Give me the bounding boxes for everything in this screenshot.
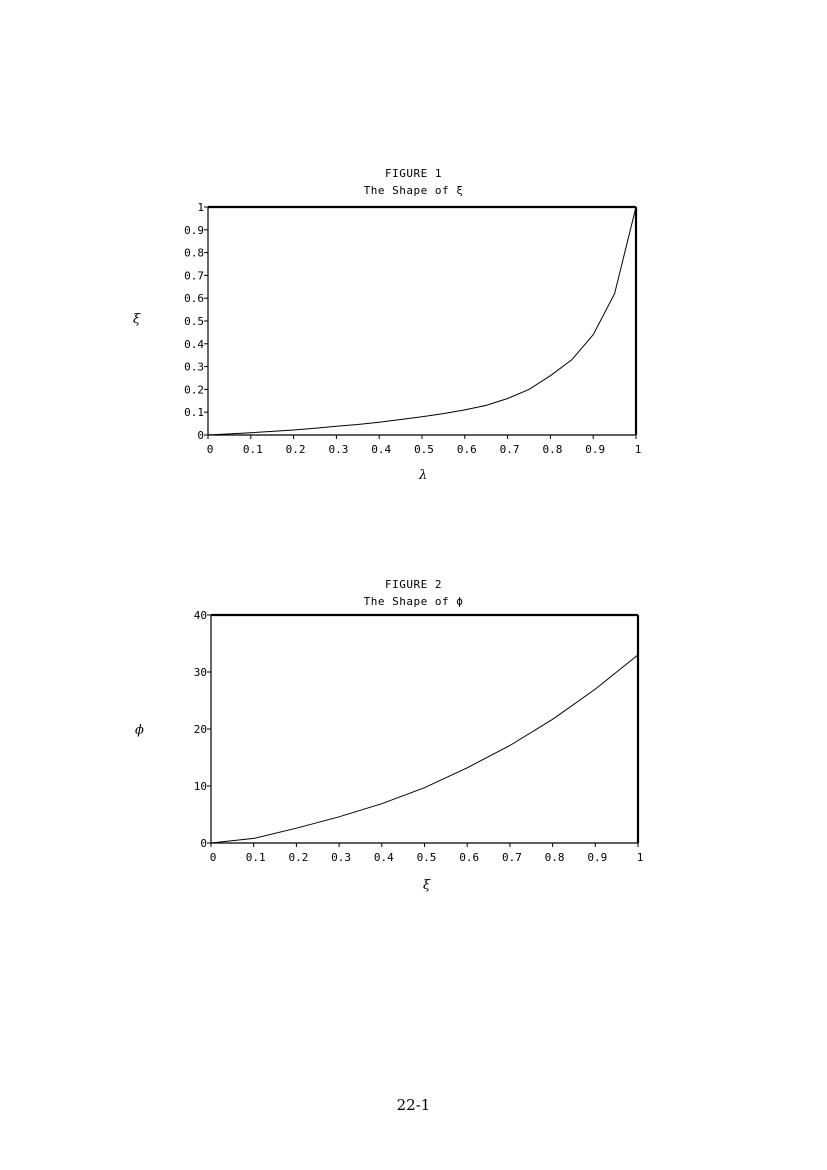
chart-1-x-tick-label: 0.8 xyxy=(544,851,565,864)
chart-1-x-tick-label: 1 xyxy=(636,851,644,864)
chart-0-y-tick-label: 0.8 xyxy=(184,246,204,260)
chart-0-x-tick-label: 0.8 xyxy=(542,443,563,456)
chart-0-y-tick-label: 0 xyxy=(197,429,204,442)
chart-1-x-tick-label: 0.9 xyxy=(587,851,608,864)
chart-0-x-tick-label: 0.5 xyxy=(414,443,434,456)
figure-1-y-axis-label: ξ xyxy=(133,312,141,327)
figure-2-x-axis-label: ξ xyxy=(423,878,431,893)
chart-0-y-tick-label: 0.4 xyxy=(184,337,204,351)
chart-0-y-tick-label: 0.9 xyxy=(184,223,204,237)
chart-1-x-tick-label: 0.1 xyxy=(245,851,266,864)
chart-0-x-tick-label: 1 xyxy=(634,443,642,456)
chart-1-x-tick-label: 0.3 xyxy=(331,851,352,864)
chart-0-x-tick-label: 0.9 xyxy=(585,443,606,456)
chart-1-y-tick-label: 10 xyxy=(193,780,207,793)
chart-0-y-tick-label: 1 xyxy=(197,201,204,214)
chart-0-y-tick-label: 0.6 xyxy=(184,292,204,306)
chart-1-y-tick-label: 20 xyxy=(193,723,207,736)
chart-0-y-tick-label: 0.7 xyxy=(184,269,204,283)
chart-1-x-tick-label: 0.2 xyxy=(288,851,309,864)
figure-2-y-axis-label: ϕ xyxy=(135,723,144,738)
chart-1-series-0-line xyxy=(211,655,638,843)
chart-0-y-tick-label: 0.5 xyxy=(184,315,204,328)
chart-1-x-tick-label: 0.6 xyxy=(459,851,480,864)
figure-2-title: The Shape of ϕ xyxy=(363,595,464,608)
figure-2-label: FIGURE 2 xyxy=(385,578,442,591)
chart-0-y-tick-label: 0.2 xyxy=(184,383,204,397)
chart-0-x-tick-label: 0.3 xyxy=(328,443,349,456)
chart-1-y-tick-label: 0 xyxy=(200,837,207,850)
chart-1-x-tick-label: 0.7 xyxy=(501,851,522,864)
figure-1-x-axis-label: λ xyxy=(419,468,428,483)
chart-0-x-tick-label: 0.6 xyxy=(456,443,477,456)
chart-1-x-tick-label: 0.4 xyxy=(373,851,394,864)
chart-1-x-tick-label: 0 xyxy=(209,851,217,864)
chart-0-x-tick-label: 0 xyxy=(206,443,214,456)
chart-1-y-tick-label: 40 xyxy=(193,609,207,622)
chart-0-x-tick-label: 0.1 xyxy=(242,443,263,456)
chart-1-y-tick-label: 30 xyxy=(193,666,207,679)
chart-0-y-tick-label: 0.1 xyxy=(184,406,204,420)
chart-0-y-tick-label: 0.3 xyxy=(184,360,204,374)
page-number: 22-1 xyxy=(396,1096,431,1114)
chart-1-x-tick-label: 0.5 xyxy=(416,851,437,864)
figure-1-title: The Shape of ξ xyxy=(363,184,464,197)
chart-0-x-tick-label: 0.4 xyxy=(371,443,392,456)
chart-0-x-tick-label: 0.2 xyxy=(285,443,306,456)
chart-0-x-tick-label: 0.7 xyxy=(499,443,520,456)
figure-1-label: FIGURE 1 xyxy=(385,167,442,180)
